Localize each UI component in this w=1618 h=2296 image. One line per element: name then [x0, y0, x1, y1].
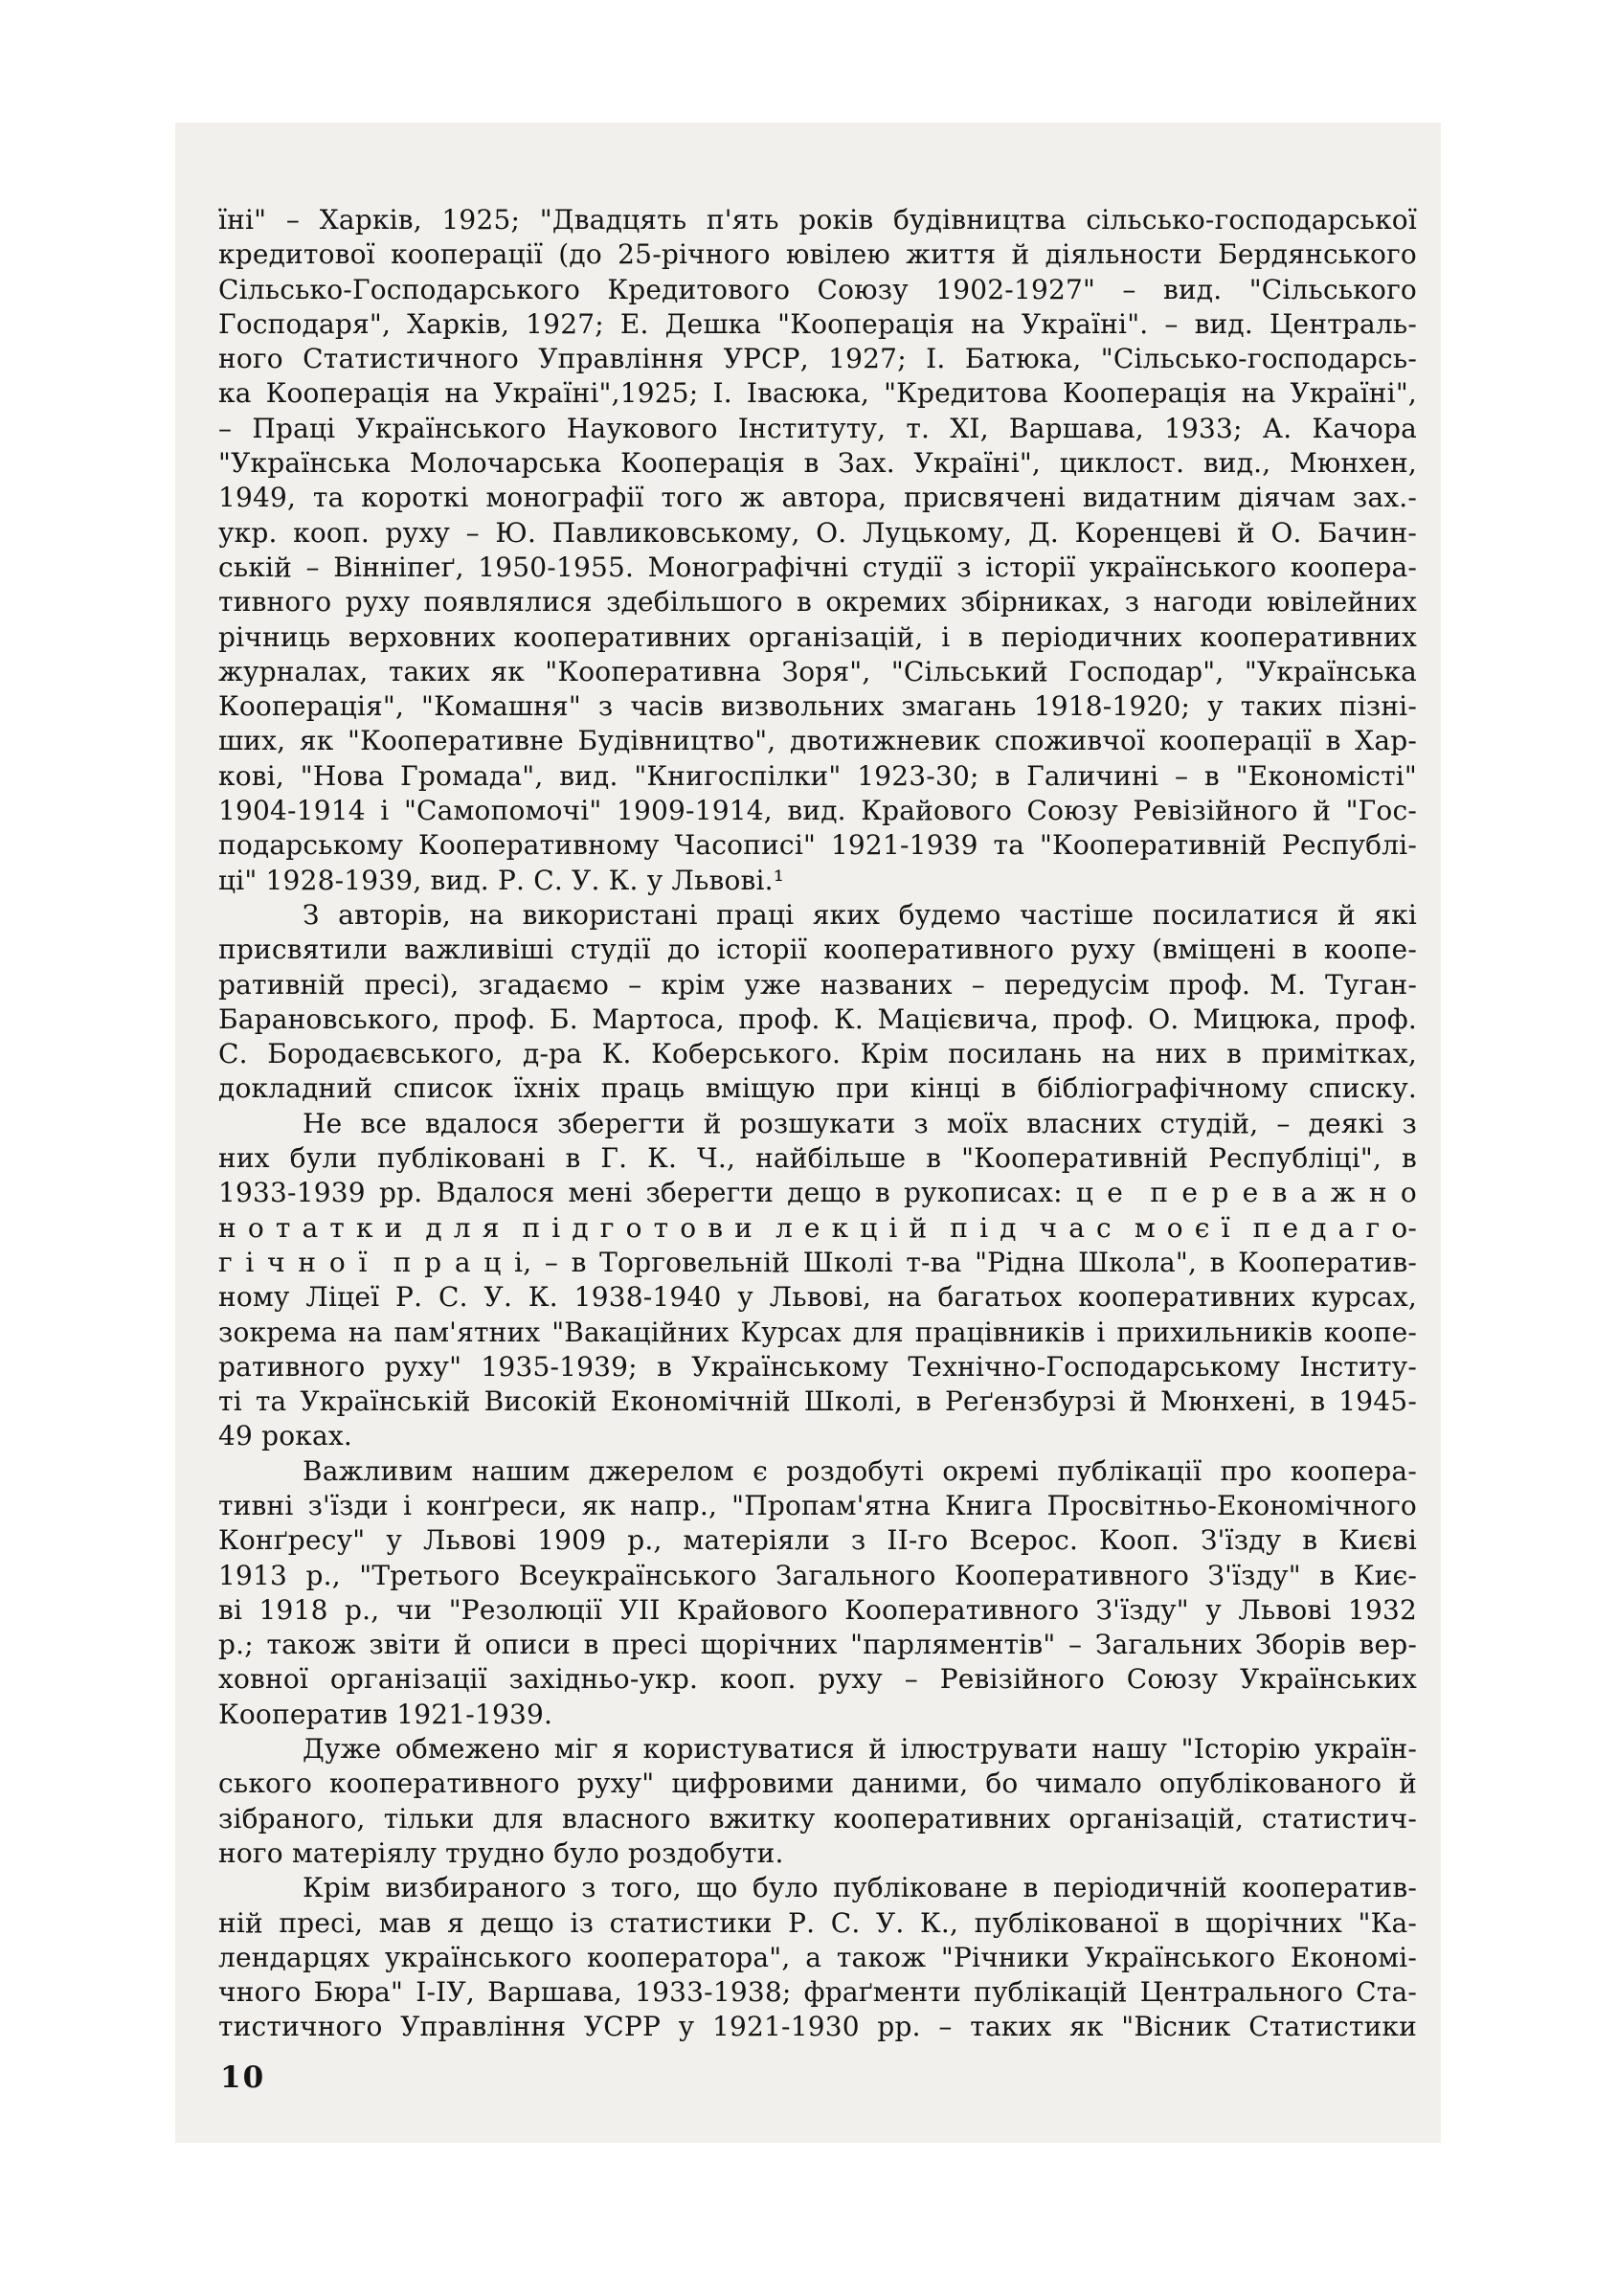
text-line: чного Бюра" І-ІУ, Варшава, 1933-1938; фраґменти публікацій Центрального Ста-: [218, 1976, 1417, 2009]
text-line: Кооператив 1921-1939.: [218, 1698, 553, 1730]
text-line: зібраного, тільки для власного вжитку кооперативних організацій, статистич-: [218, 1802, 1417, 1835]
text-line: них були публіковані в Г. К. Ч., найбільше в "Кооперативній Республіці", в: [218, 1142, 1417, 1175]
text-line: ного матеріялу трудно було роздобути.: [218, 1836, 784, 1869]
text-line: С. Бородаєвського, д-ра К. Коберського. Крім посилань на них в примітках,: [218, 1038, 1417, 1070]
text-line: кові, "Нова Громада", вид. "Книгоспілки" 1923-30; в Галичині – в "Економісті": [218, 759, 1417, 792]
text-line: Барановського, проф. Б. Мартоса, проф. К. Мацієвича, проф. О. Мицюка, проф.: [218, 1002, 1417, 1035]
text-line: журналах, таких як "Кооперативна Зоря", "Сільський Господар", "Українська: [218, 655, 1417, 687]
text-line: н о т а т к и д л я п і д г о т о в и л е к ц і й п і д ч а с м о є ї п е д а г о-: [218, 1211, 1417, 1244]
text-line: їні" – Харків, 1925; "Двадцять п'ять років будівництва сільсько-господарської: [218, 204, 1417, 236]
text-line: ті та Українській Високій Економічній Школі, в Реґензбурзі й Мюнхені, в 1945-: [218, 1385, 1417, 1418]
text-line: ка Кооперація на Україні",1925; І. Івасюка, "Кредитова Кооперація на Україні",: [218, 377, 1417, 410]
text-line: Важливим нашим джерелом є роздобуті окремі публікації про коопера-: [303, 1454, 1417, 1487]
text-line: ховної організації західньо-укр. кооп. руху – Ревізійного Союзу Українських: [218, 1663, 1417, 1696]
text-line: ського кооперативного руху" цифровими даними, бо чимало опублікованого й: [218, 1767, 1417, 1800]
text-line: "Українська Молочарська Кооперація в Зах. Україні", циклост. вид., Мюнхен,: [218, 447, 1417, 480]
text-line: 1933-1939 рр. Вдалося мені зберегти дещо в рукописах: ц е п е р е в а ж н о: [218, 1177, 1417, 1209]
text-line: укр. кооп. руху – Ю. Павликовському, О. Луцькому, Д. Коренцеві й О. Бачин-: [218, 516, 1417, 549]
text-line: 49 роках.: [218, 1420, 352, 1452]
text-line: тистичного Управління УСРР у 1921-1930 рр. – таких як "Вісник Статистики: [218, 2011, 1417, 2043]
text-line: Господаря", Харків, 1927; Е. Дешка "Кооперація на Україні". – вид. Централь-: [218, 307, 1417, 340]
text-line: кредитової кооперації (до 25-річного ювілею життя й діяльности Бердянського: [218, 238, 1417, 271]
page-number: 10: [220, 2060, 266, 2095]
text-line: 1949, та короткі монографії того ж автора, присвячені видатним діячам зах.-: [218, 482, 1417, 514]
text-line: тивного руху появлялися здебільшого в окремих збірниках, з нагоди ювілейних: [218, 586, 1417, 619]
text-line: ративній пресі), згадаємо – крім уже названих – передусім проф. М. Туган-: [218, 968, 1417, 1001]
text-line: Конґресу" у Львові 1909 р., матеріяли з ІІ-го Всерос. Кооп. З'їзду в Києві: [218, 1524, 1417, 1557]
text-line: Дуже обмежено міг я користуватися й ілюструвати нашу "Історію україн-: [303, 1733, 1417, 1766]
text-line: ній пресі, мав я дещо із статистики Р. С. У. К., публікованої в щорічних "Ка-: [218, 1906, 1417, 1939]
text-line: ві 1918 р., чи "Резолюції УІІ Крайового Кооперативного З'їзду" у Львові 1932: [218, 1593, 1417, 1626]
text-line: Крім визбираного з того, що було публіковане в періодичній кооператив-: [303, 1872, 1417, 1904]
text-line: подарському Кооперативному Часописі" 1921-1939 та "Кооперативній Республі-: [218, 829, 1417, 862]
text-line: р.; також звіти й описи в пресі щорічних "парляментів" – Загальних Зборів вер-: [218, 1629, 1417, 1661]
text-line: Кооперація", "Комашня" з часів визвольних змагань 1918-1920; у таких пізні-: [218, 690, 1417, 723]
text-line: Не все вдалося зберегти й розшукати з моїх власних студій, – деякі з: [303, 1107, 1417, 1139]
text-line: ших, як "Кооперативне Будівництво", двотижневик споживчої кооперації в Хар-: [218, 725, 1417, 757]
text-line: г і ч н о ї п р а ц і, – в Торговельній Школі т-ва "Рідна Школа", в Кооператив-: [218, 1246, 1417, 1278]
text-line: ративного руху" 1935-1939; в Українському Технічно-Господарському Інститу-: [218, 1350, 1417, 1383]
text-line: 1904-1914 і "Самопомочі" 1909-1914, вид. Крайового Союзу Ревізійного й "Гос-: [218, 795, 1417, 827]
text-line: ного Статистичного Управління УРСР, 1927; І. Батюка, "Сільсько-господарсь-: [218, 343, 1417, 375]
text-line: З авторів, на використані праці яких будемо частіше посилатися й які: [303, 898, 1417, 931]
text-line: тивні з'їзди і конґреси, як напр., "Пропам'ятна Книга Просвітньо-Економічного: [218, 1489, 1417, 1521]
text-line: ному Ліцеї Р. С. У. К. 1938-1940 у Львові, на багатьох кооперативних курсах,: [218, 1281, 1417, 1314]
text-line: ській – Вінніпеґ, 1950-1955. Монографічні студії з історії українського коопера-: [218, 551, 1417, 583]
text-line: Сільсько-Господарського Кредитового Союзу 1902-1927" – вид. "Сільського: [218, 273, 1417, 305]
text-line: лендарцях українського кооператора", а також "Річники Українського Економі-: [218, 1941, 1417, 1973]
text-line: річниць верховних кооперативних організацій, і в періодичних кооперативних: [218, 620, 1417, 653]
text-line: докладний список їхніх праць вміщую при кінці в бібліографічному списку.: [218, 1072, 1417, 1105]
text-line: ці" 1928-1939, вид. Р. С. У. К. у Львові.¹: [218, 864, 785, 896]
text-line: зокрема на пам'ятних "Вакаційних Курсах для працівників і прихильників коопе-: [218, 1316, 1417, 1348]
body-text: [218, 203, 1417, 2045]
text-line: – Праці Українського Наукового Інституту, т. ХІ, Варшава, 1933; А. Качора: [218, 412, 1417, 444]
text-line: 1913 р., "Третього Всеукраїнського Загального Кооперативного З'їзду" в Киє-: [218, 1559, 1417, 1591]
text-line: присвятили важливіші студії до історії кооперативного руху (вміщені в коопе-: [218, 934, 1417, 966]
